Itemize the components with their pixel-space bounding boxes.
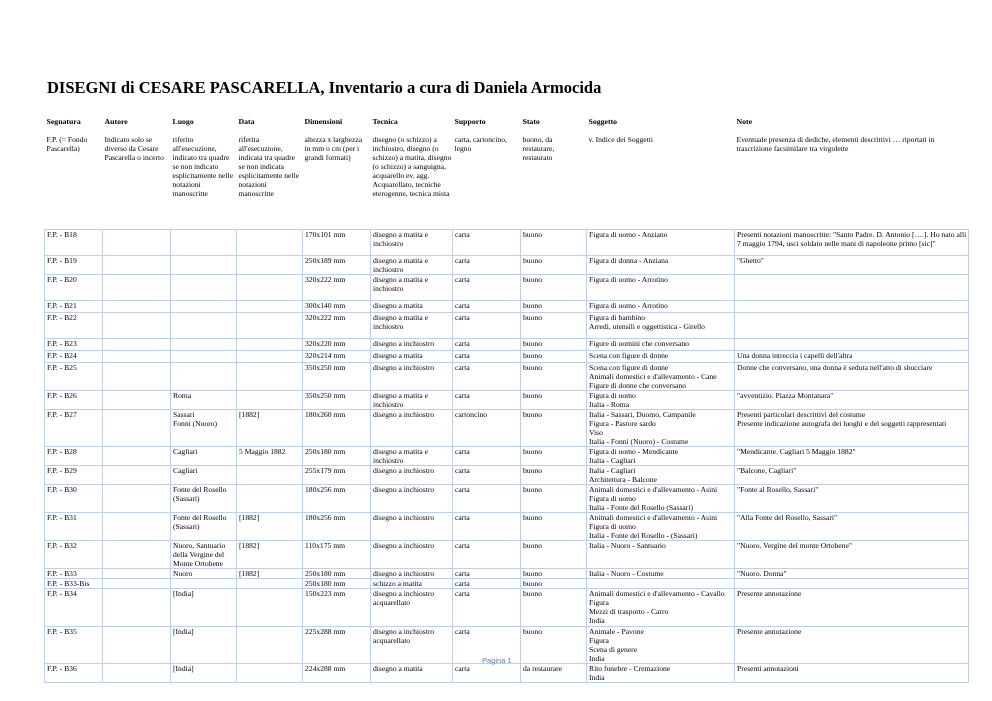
cell-technique: schizzo a matita (371, 579, 453, 589)
cell-technique: disegno a inchiostro (371, 541, 453, 569)
cell-signature: F.P. - B36 (45, 664, 103, 683)
cell-subject: Figura di uomo Italia - Roma (587, 391, 735, 410)
cell-notes (735, 275, 969, 301)
cell-condition: buono (521, 313, 587, 339)
cell-support: carta (453, 589, 521, 627)
cell-dimensions: 320x222 mm (303, 313, 371, 339)
cell-dimensions: 320x220 mm (303, 339, 371, 351)
cell-author (103, 447, 171, 466)
cell-signature: F.P. - B23 (45, 339, 103, 351)
cell-signature: F.P. - B35 (45, 627, 103, 664)
cell-author (103, 541, 171, 569)
table-row (45, 391, 969, 410)
cell-dimensions: 225x288 mm (303, 627, 371, 664)
cell-signature: F.P. - B33-Bis (45, 579, 103, 589)
cell-condition: buono (521, 339, 587, 351)
cell-author (103, 351, 171, 363)
cell-author (103, 339, 171, 351)
cell-notes: Presente annotazione (735, 589, 969, 627)
document-title: DISEGNI di CESARE PASCARELLA, Inventario a cura di Daniela Armocida (47, 78, 602, 97)
cell-date (237, 664, 303, 683)
explanation-date: riferita all'esecuzione, indicata tra quadre se non indicata esplicitamente nelle notazioni manoscritte (238, 135, 300, 198)
inventory-header (45, 117, 969, 230)
cell-author (103, 301, 171, 313)
cell-technique: disegno a matita e inchiostro (371, 391, 453, 410)
cell-place: Fonte del Rosello (Sassari) (171, 485, 237, 513)
cell-notes: "avventizio. Piazza Montanara" (735, 391, 969, 410)
table-row (45, 339, 969, 351)
cell-technique: disegno a matita e inchiostro (371, 256, 453, 275)
table-row (45, 351, 969, 363)
cell-support: carta (453, 301, 521, 313)
cell-condition: buono (521, 275, 587, 301)
explanation-support: carta, cartoncino, legno (454, 135, 507, 153)
cell-condition: buono (521, 627, 587, 664)
cell-signature: F.P. - B26 (45, 391, 103, 410)
explanation-condition: buono, da restaurare, restaurato (522, 135, 555, 162)
cell-date (237, 485, 303, 513)
cell-date: [1882] (237, 541, 303, 569)
cell-date (237, 256, 303, 275)
cell-condition: buono (521, 541, 587, 569)
cell-technique: disegno a inchiostro (371, 410, 453, 447)
cell-condition: buono (521, 363, 587, 391)
column-explanation-row (45, 135, 969, 229)
cell-dimensions: 250x180 mm (303, 579, 371, 589)
cell-technique: disegno a matita (371, 664, 453, 683)
table-row (45, 485, 969, 513)
cell-author (103, 627, 171, 664)
cell-subject: Figura di uomo - Arrotino (587, 275, 735, 301)
cell-author (103, 363, 171, 391)
cell-date (237, 339, 303, 351)
cell-notes: "Ghetto" (735, 256, 969, 275)
cell-subject: Figura di uomo - Arrotino (587, 301, 735, 313)
cell-technique: disegno a inchiostro (371, 513, 453, 541)
cell-date (237, 275, 303, 301)
cell-notes: Presenti annotazioni (735, 664, 969, 683)
cell-place: [India] (171, 589, 237, 627)
cell-support: carta (453, 275, 521, 301)
column-header-dimensions: Dimensioni (304, 117, 343, 126)
explanation-subject: v. Indice dei Soggetti (588, 135, 653, 144)
explanation-signature: F.P. (= Fondo Pascarella) (46, 135, 88, 153)
table-row (45, 301, 969, 313)
cell-dimensions: 180x260 mm (303, 410, 371, 447)
cell-technique: disegno a matita e inchiostro (371, 230, 453, 256)
cell-subject: Italia - Nuoro - Santuario (587, 541, 735, 569)
cell-technique: disegno a matita e inchiostro (371, 447, 453, 466)
cell-signature: F.P. - B25 (45, 363, 103, 391)
cell-place (171, 301, 237, 313)
cell-date: [1882] (237, 569, 303, 579)
cell-author (103, 256, 171, 275)
cell-date: [1882] (237, 410, 303, 447)
table-row (45, 589, 969, 627)
cell-subject: Animale - Pavone Figura Scena di genere India (587, 627, 735, 664)
cell-dimensions: 350x250 mm (303, 391, 371, 410)
cell-support: carta (453, 579, 521, 589)
cell-condition: buono (521, 391, 587, 410)
cell-author (103, 230, 171, 256)
table-row (45, 313, 969, 339)
cell-signature: F.P. - B22 (45, 313, 103, 339)
table-row (45, 541, 969, 569)
cell-technique: disegno a inchiostro (371, 339, 453, 351)
cell-notes: "Mendicante. Cagliari 5 Maggio 1882" (735, 447, 969, 466)
cell-dimensions: 320x222 mm (303, 275, 371, 301)
cell-technique: disegno a matita (371, 351, 453, 363)
cell-notes (735, 339, 969, 351)
table-row (45, 256, 969, 275)
cell-dimensions: 250x180 mm (303, 569, 371, 579)
column-header-author: Autore (104, 117, 128, 126)
cell-condition: buono (521, 569, 587, 579)
cell-notes: "Fonte al Rosello, Sassari" (735, 485, 969, 513)
cell-place: Roma (171, 391, 237, 410)
cell-author (103, 589, 171, 627)
cell-technique: disegno a matita (371, 301, 453, 313)
cell-subject: Figure di uomini che conversano (587, 339, 735, 351)
cell-dimensions: 350x250 mm (303, 363, 371, 391)
cell-support: carta (453, 664, 521, 683)
cell-date (237, 466, 303, 485)
cell-support: carta (453, 230, 521, 256)
cell-technique: disegno a matita e inchiostro (371, 275, 453, 301)
cell-author (103, 466, 171, 485)
cell-subject: Scena con figure di donne (587, 351, 735, 363)
inventory-rows (45, 230, 969, 683)
cell-support: carta (453, 351, 521, 363)
column-header-technique: Tecnica (372, 117, 398, 126)
cell-place: Cagliari (171, 447, 237, 466)
cell-notes: "Nuoro. Donna" (735, 569, 969, 579)
cell-subject: Animali domestici e d'allevamento - Asini Figura di uomo Italia - Fonte del Rosello - (Sassari) (587, 513, 735, 541)
cell-support: carta (453, 627, 521, 664)
column-header-signature: Segnatura (46, 117, 81, 126)
cell-date: 5 Maggio 1882 (237, 447, 303, 466)
cell-condition: buono (521, 410, 587, 447)
cell-condition: da restaurare (521, 664, 587, 683)
column-header-condition: Stato (522, 117, 540, 126)
cell-condition: buono (521, 256, 587, 275)
cell-dimensions: 150x223 mm (303, 589, 371, 627)
table-row (45, 363, 969, 391)
cell-subject: Italia - Nuoro - Costume (587, 569, 735, 579)
cell-signature: F.P. - B31 (45, 513, 103, 541)
cell-support: carta (453, 256, 521, 275)
cell-notes: Presenti notazioni manoscritte: "Santo Padre. D. Antonio [….]. Ho nato alli 7 maggio 1794, usci soldato nelle mani di napoleone primo [sic]" (735, 230, 969, 256)
cell-notes: Presenti particolari descrittivi del costume Presente indicazione autografa dei luoghi e del soggetti rappresentati (735, 410, 969, 447)
cell-condition: buono (521, 485, 587, 513)
cell-support: cartoncino (453, 410, 521, 447)
cell-author (103, 391, 171, 410)
cell-subject: Figura di uomo - Mendicante Italia - Cagliari (587, 447, 735, 466)
cell-subject: Italia - Sassari, Duomo, Campanile Figura - Pastore sardo Viso Italia - Fonni (Nuoro) - Costume (587, 410, 735, 447)
cell-technique: disegno a inchiostro (371, 363, 453, 391)
cell-support: carta (453, 391, 521, 410)
cell-date (237, 391, 303, 410)
cell-place (171, 351, 237, 363)
cell-signature: F.P. - B33 (45, 569, 103, 579)
table-row (45, 579, 969, 589)
explanation-place: riferito all'esecuzione, indicato tra quadre se non indicato esplicitamente nelle notazioni manoscritte (172, 135, 234, 198)
cell-place (171, 275, 237, 301)
explanation-author: Indicato solo se diverso da Cesare Pascarella o incerto (104, 135, 164, 162)
explanation-notes: Eventuale presenza di dediche, elementi descrittivi … riportati in trascrizione facsimilare tra virgolette (736, 135, 935, 153)
table-row (45, 447, 969, 466)
cell-date (237, 313, 303, 339)
cell-signature: F.P. - B34 (45, 589, 103, 627)
cell-author (103, 569, 171, 579)
cell-condition: buono (521, 351, 587, 363)
cell-place: Fonte del Rosello (Sassari) (171, 513, 237, 541)
cell-notes: "Nuoro. Vergine del monte Ortobene" (735, 541, 969, 569)
cell-subject: Animali domestici e d'allevamento - Cavallo Figura Mezzi di trasporto - Carro India (587, 589, 735, 627)
cell-place: Cagliari (171, 466, 237, 485)
cell-author (103, 579, 171, 589)
cell-technique: disegno a inchiostro (371, 485, 453, 513)
cell-subject: Animali domestici e d'allevamento - Asini Figura di uomo Italia - Fonte del Rosello (Sassari) (587, 485, 735, 513)
cell-support: carta (453, 485, 521, 513)
cell-place: [India] (171, 627, 237, 664)
column-header-notes: Note (736, 117, 753, 126)
cell-author (103, 513, 171, 541)
table-row (45, 513, 969, 541)
column-header-place: Luogo (172, 117, 194, 126)
cell-notes: Donne che conversano, una donna è seduta nell'atto di sbucciare (735, 363, 969, 391)
explanation-technique: disegno (o schizzo) a inchiostro, disegno (o schizzo) a matita, disegno (o schizzo) a sanguigna, acquarello ev. agg. Acquarellato, tecniche eterogenne, tecnica mista (372, 135, 452, 198)
cell-notes: "Alla Fonte del Rosello, Sassari" (735, 513, 969, 541)
cell-notes: Presente annotazione (735, 627, 969, 664)
cell-dimensions: 250x189 mm (303, 256, 371, 275)
cell-subject (587, 579, 735, 589)
cell-support: carta (453, 339, 521, 351)
cell-notes (735, 579, 969, 589)
cell-notes: Una donna intreccia i capelli dell'altra (735, 351, 969, 363)
cell-place (171, 339, 237, 351)
cell-support: carta (453, 569, 521, 579)
table-row (45, 466, 969, 485)
cell-author (103, 275, 171, 301)
cell-condition: buono (521, 301, 587, 313)
table-row (45, 230, 969, 256)
cell-signature: F.P. - B20 (45, 275, 103, 301)
cell-technique: disegno a matita e inchiostro (371, 313, 453, 339)
cell-place (171, 363, 237, 391)
cell-signature: F.P. - B19 (45, 256, 103, 275)
cell-technique: disegno a inchiostro (371, 466, 453, 485)
table-row (45, 410, 969, 447)
cell-place: Nuoro (171, 569, 237, 579)
column-header-support: Supporto (454, 117, 486, 126)
cell-signature: F.P. - B21 (45, 301, 103, 313)
cell-support: carta (453, 466, 521, 485)
cell-dimensions: 180x256 mm (303, 485, 371, 513)
cell-support: carta (453, 313, 521, 339)
cell-signature: F.P. - B30 (45, 485, 103, 513)
cell-support: carta (453, 541, 521, 569)
cell-support: carta (453, 447, 521, 466)
cell-technique: disegno a inchiostro (371, 569, 453, 579)
cell-dimensions: 255x179 mm (303, 466, 371, 485)
cell-date (237, 351, 303, 363)
cell-date (237, 230, 303, 256)
cell-subject: Figura di donna - Anziana (587, 256, 735, 275)
column-header-subject: Soggetto (588, 117, 618, 126)
inventory-table (44, 117, 969, 683)
cell-subject: Figura di bambino Arredi, utensili e oggettistica - Girello (587, 313, 735, 339)
cell-dimensions: 110x175 mm (303, 541, 371, 569)
table-row (45, 569, 969, 579)
cell-place (171, 256, 237, 275)
column-header-date: Data (238, 117, 255, 126)
cell-author (103, 410, 171, 447)
cell-date: [1882] (237, 513, 303, 541)
cell-support: carta (453, 363, 521, 391)
cell-subject: Italia - Cagliari Architettura - Balcone (587, 466, 735, 485)
cell-dimensions: 300x140 mm (303, 301, 371, 313)
cell-dimensions: 250x180 mm (303, 447, 371, 466)
cell-signature: F.P. - B29 (45, 466, 103, 485)
cell-dimensions: 180x256 mm (303, 513, 371, 541)
cell-subject: Figura di uomo - Anziano (587, 230, 735, 256)
table-row (45, 275, 969, 301)
cell-condition: buono (521, 589, 587, 627)
cell-notes (735, 301, 969, 313)
cell-condition: buono (521, 230, 587, 256)
cell-author (103, 313, 171, 339)
cell-author (103, 664, 171, 683)
cell-place (171, 313, 237, 339)
cell-date (237, 627, 303, 664)
cell-signature: F.P. - B27 (45, 410, 103, 447)
cell-dimensions: 224x288 mm (303, 664, 371, 683)
cell-signature: F.P. - B32 (45, 541, 103, 569)
cell-subject: Scena con figure di donne Animali domestici e d'allevamento - Cane Figure di donne che conversano (587, 363, 735, 391)
cell-condition: buono (521, 579, 587, 589)
cell-signature: F.P. - B24 (45, 351, 103, 363)
cell-support: carta (453, 513, 521, 541)
cell-place (171, 579, 237, 589)
cell-technique: disegno a inchiostro acquarellato (371, 589, 453, 627)
cell-date (237, 589, 303, 627)
cell-place (171, 230, 237, 256)
cell-dimensions: 170x101 mm (303, 230, 371, 256)
cell-condition: buono (521, 466, 587, 485)
cell-signature: F.P. - B28 (45, 447, 103, 466)
cell-date (237, 363, 303, 391)
cell-notes: "Balcone, Cagliari" (735, 466, 969, 485)
cell-technique: disegno a inchiostro acquarellato (371, 627, 453, 664)
cell-subject: Rito funebre - Cremazione India (587, 664, 735, 683)
cell-dimensions: 320x214 mm (303, 351, 371, 363)
cell-place: Nuoro, Santuario della Vergine del Monte Ortobene (171, 541, 237, 569)
cell-condition: buono (521, 513, 587, 541)
cell-signature: F.P. - B18 (45, 230, 103, 256)
cell-date (237, 301, 303, 313)
cell-place: [India] (171, 664, 237, 683)
cell-notes (735, 313, 969, 339)
table-row (45, 664, 969, 683)
explanation-dimensions: altezza x larghezza in mm o cm (per i grandi formati) (304, 135, 363, 162)
cell-author (103, 485, 171, 513)
page-number: Pagina 1 (482, 656, 512, 665)
cell-date (237, 579, 303, 589)
cell-place: Sassari Fonni (Nuoro) (171, 410, 237, 447)
cell-condition: buono (521, 447, 587, 466)
